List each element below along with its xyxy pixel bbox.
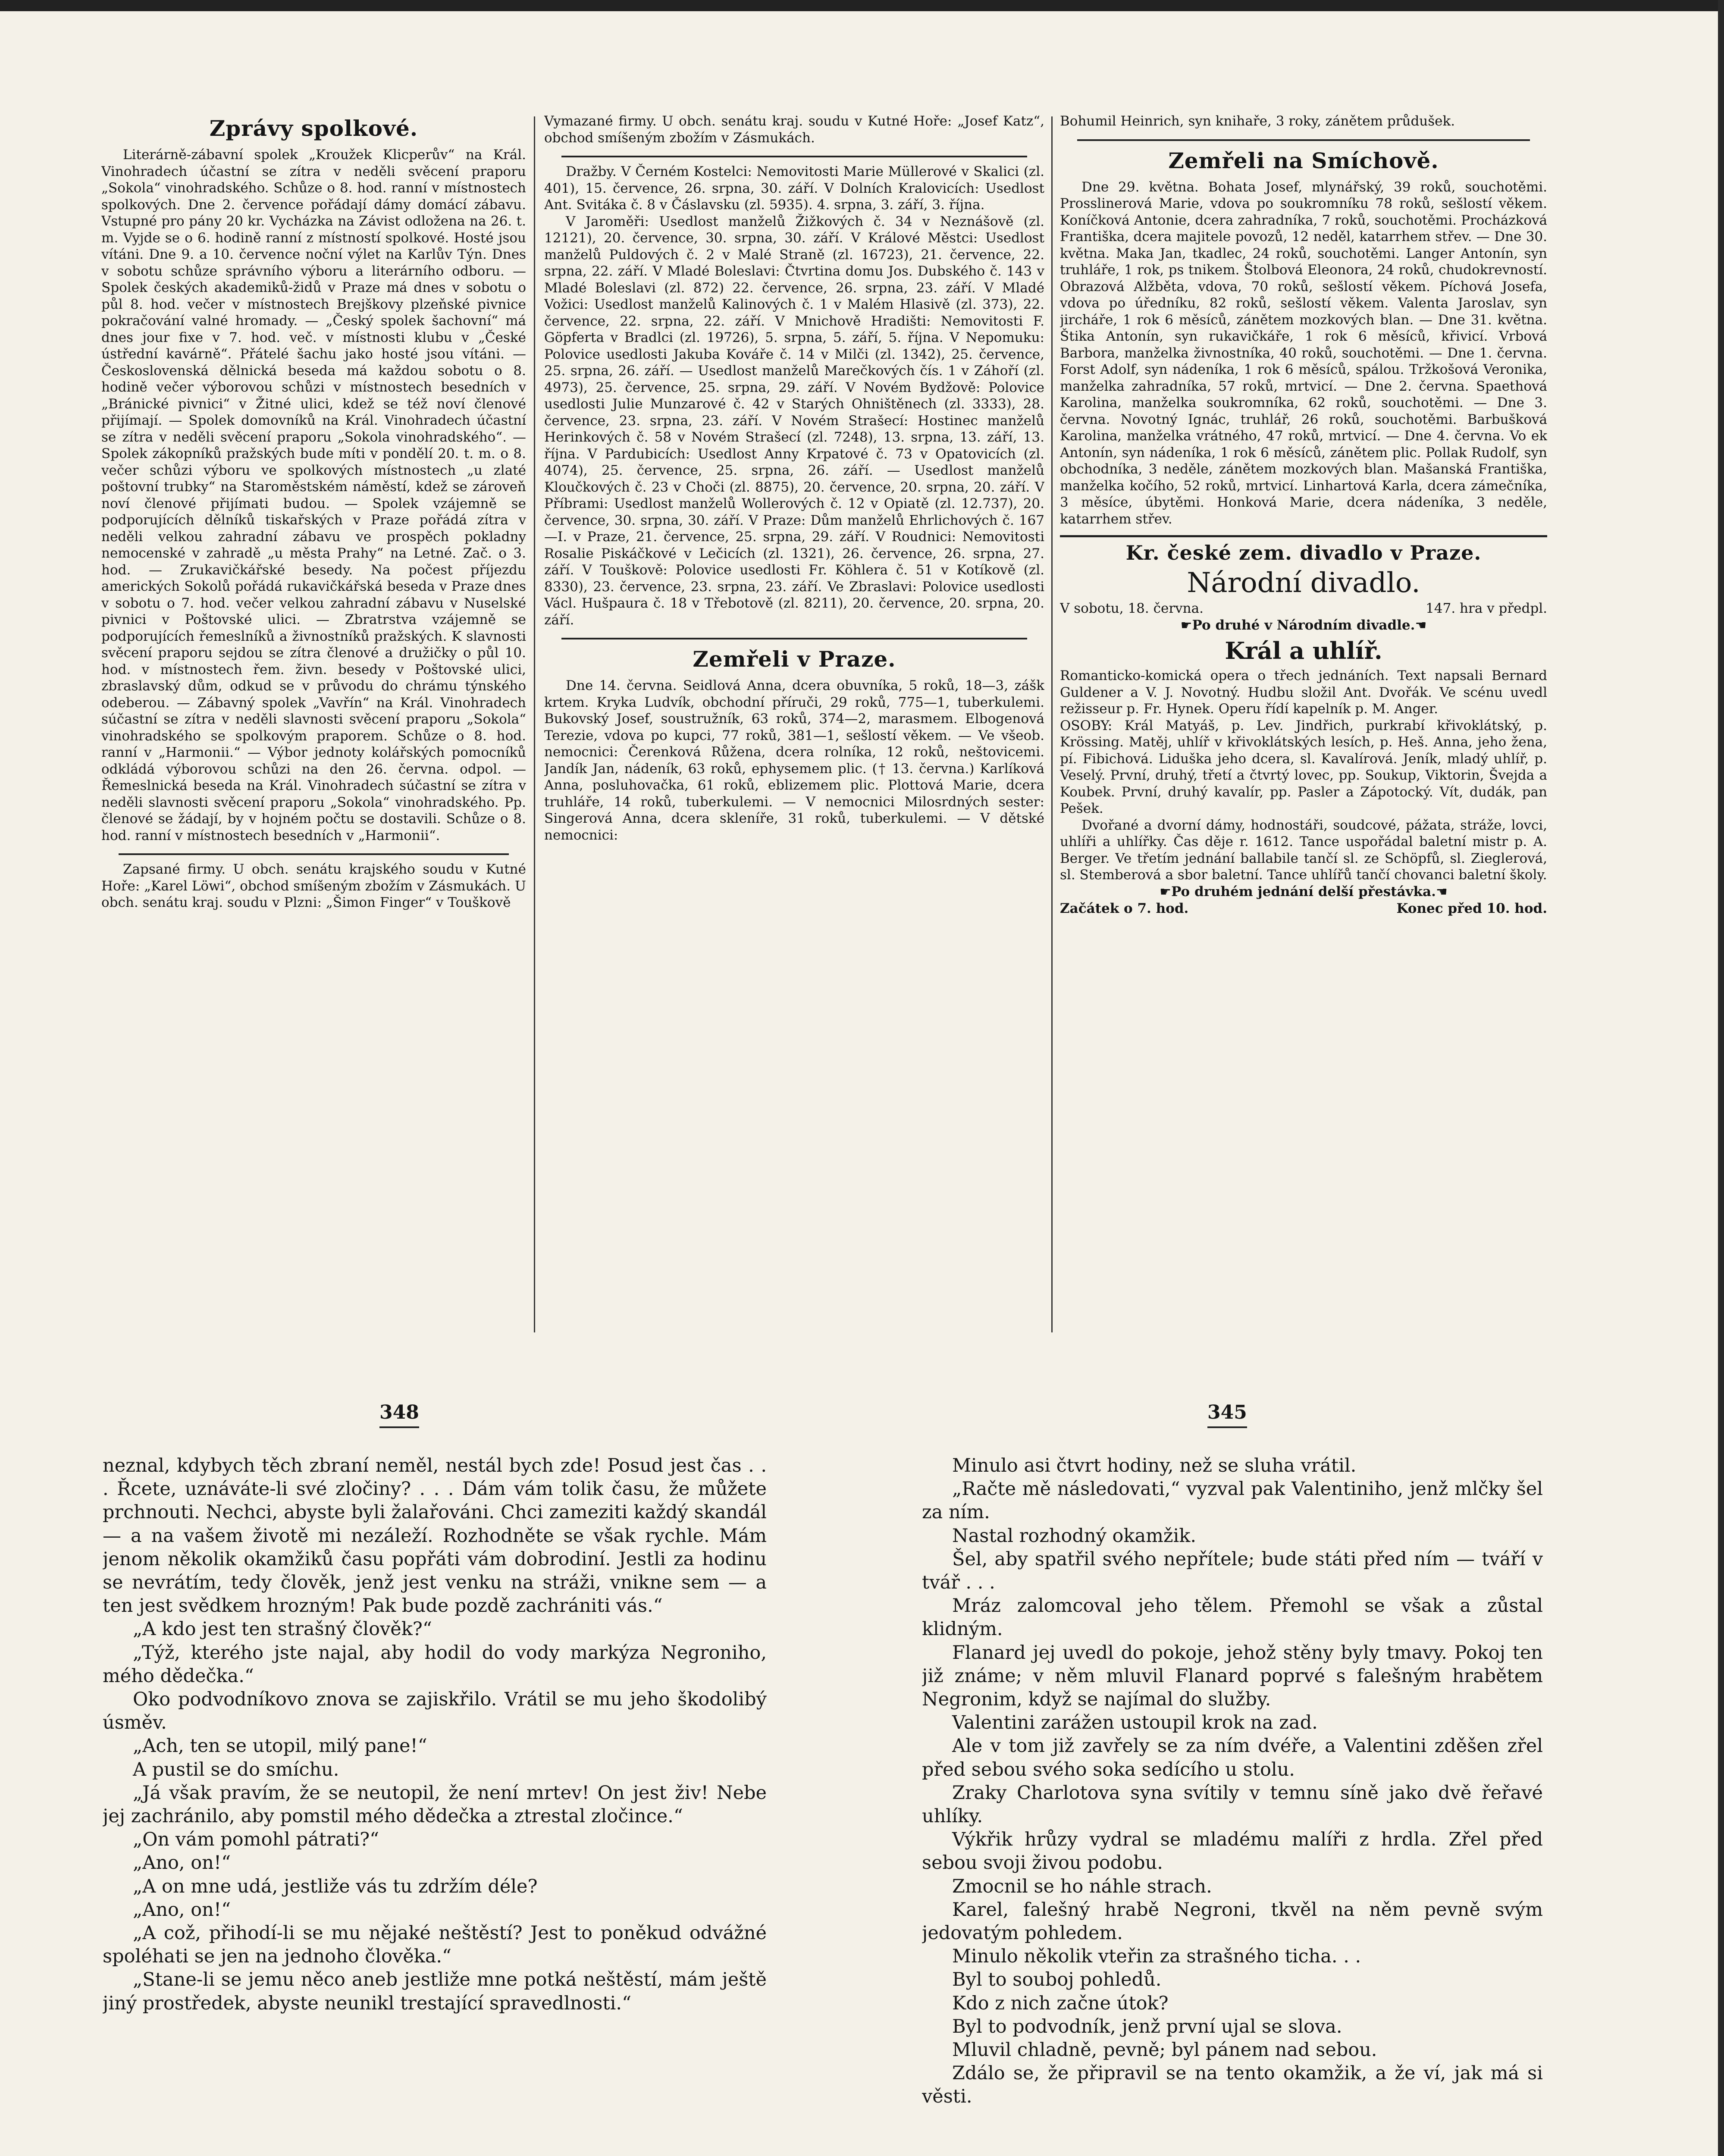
story-paragraph: „Já však pravím, že se neutopil, že není mrtev! On jest živ! Nebe jej zachránilo, aby pomstil mého dědečka a ztrestal zločince.“ [103,1782,767,1827]
divider [561,156,1027,157]
column-drazby [544,113,1044,1346]
story-paragraph: „Týž, kterého jste najal, aby hodil do vody markýza Negroniho, mého dědečka.“ [103,1642,767,1687]
story-paragraph: Byl to podvodník, jenž první ujal se slova. [952,2015,1342,2037]
story-paragraph: „A což, přihodí-li se mu nějaké neštěstí? Jest to poněkud odvážné spoléhati se jen na jednoho člověka.“ [103,1922,767,1968]
column-divider-1 [534,116,535,1332]
story-paragraph: Šel, aby spatřil svého nepřítele; bude státi před ním — tváří v tvář . . . [922,1548,1543,1594]
page-number-underline [379,1426,419,1428]
story-paragraph: neznal, kdybych těch zbraní neměl, nestál bych zde! Posud jest čas . . . Řcete, uznáváte-li své zločiny? . . . Dám vám tolik času, že můžete prchnouti. Nechci, abyste byli žalařováni. Chci zameziti každý skandál — a na vašem životě mi nezáleží. Rozhodněte se však rychle. Mám jenom několik okamžiků času popřáti vám dobrodiní. Jestli za hodinu se nevrátím, tedy člověk, jenž jest venku na stráži, vnikne sem — a ten jest svědkem hrozným! Pak bude pozdě zachrániti vás.“ [103,1455,767,1617]
theatre-header: Kr. české zem. divadlo v Praze. [1125,541,1482,564]
story-paragraph: Flanard jej uvedl do pokoje, jehož stěny byly tmavy. Pokoj ten již známe; v něm mluvil Flanard poprvé s falešným hrabětem Negronim, když se najímal do služby. [922,1642,1543,1711]
story-paragraph: Nastal rozhodný okamžik. [952,1525,1197,1547]
story-paragraph: Minulo asi čtvrt hodiny, než se sluha vrátil. [952,1455,1357,1476]
drazby-intro: Dražby. V Černém Kostelci: Nemovitosti Marie Müllerové v Skalici (zl. 401), 15. července, 26. srpna, 30. září. V Dolních Kralovicích: Usedlost Ant. Svitáka č. 8 v Čáslavsku (zl. 5935). 4. srpna, 3. září, 3. října. [544,164,1044,213]
story-paragraph: „Stane-li se jemu něco aneb jestliže mne potká neštěstí, mám ještě jiný prostředek, abyste neunikl trestající spravedlnosti.“ [103,1969,767,2014]
story-paragraph: „On vám pomohl pátrati?“ [133,1829,379,1851]
start-end-row [1060,900,1547,917]
story-paragraph: Karel, falešný hrabě Negroni, tkvěl na něm pevně svým jedovatým pohledem. [922,1899,1543,1944]
story-paragraph: „Račte mě následovati,“ vyzval pak Valentiniho, jenž mlčky šel za ním. [922,1478,1543,1523]
story-paragraph: Valentini zarážen ustoupil krok na zad. [952,1712,1318,1734]
play-cast-extra: Dvořané a dvorní dámy, hodnostáři, soudcové, pážata, stráže, lovci, uhlíři a uhlířky. Čas děje r. 1612. Tance uspořádal baletní mistr p. A. Berger. Ve třetím jednání ballabile tančí sl. ze Schöpfů, sl. Zieglerová, sl. Stemberová a sbor baletní. Tance uhlířů tančí chovanci baletní školy. [1060,817,1547,883]
second-performance: ☛Po druhé v Národním divadle.☚ [1060,617,1547,634]
theatre-date-row [1060,600,1547,617]
page-number-right: 345 [1207,1401,1247,1423]
start-time: Začátek o 7. hod. [1060,901,1189,916]
story-paragraph: „A on mne udá, jestliže vás tu zdržím déle? [133,1875,538,1897]
end-time: Konec před 10. hod. [1396,901,1547,916]
heading-zpravy-spolkove: Zprávy spolkové. [209,116,418,141]
heading-zemreli-na-smichove: Zemřeli na Smíchově. [1168,147,1439,173]
page-number-underline [1207,1426,1247,1428]
intermission-note: ☛Po druhém jednání delší přestávka.☚ [1060,884,1547,901]
story-paragraph: Kdo z nich začne útok? [952,1992,1169,2014]
play-title: Král a uhlíř. [1225,637,1382,664]
story-paragraph: „Ano, on!“ [133,1899,231,1921]
heinrich-text: Bohumil Heinrich, syn knihaře, 3 roky, zánětem průdušek. [1060,113,1455,129]
story-paragraph: Oko podvodníkovo znova se zajiskřilo. Vrátil se mu jeho škodolibý úsměv. [103,1689,767,1734]
zapsane-firmy: Zapsané firmy. U obch. senátu krajského soudu v Kutné Hoře: „Karel Löwi“, obchod smíšeným zbožím v Zásmukách. U obch. senátu kraj. soudu v Plzni: „Šimon Finger“ v Touškově [101,862,526,910]
story-right-page [922,1454,1543,2156]
divider [1060,535,1547,537]
pointing-hand-icon: ☚ [1436,884,1448,899]
drazby-list: V Jaroměři: Usedlost manželů Žižkových č. 34 v Neznášově (zl. 12121), 20. července, 30. srpna, 30. září. V Králové Městci: Usedlost manželů Puldových č. 2 v Malé Straně (zl. 16723), 21. července, 22. srpna, 22. září. V Mladé Boleslavi: Čtvrtina domu Jos. Dubského č. 143 v Mladé Boleslavi (zl. 872) 22. července, 26. srpna, 23. září. V Mladé Vožici: Usedlost manželů Kalinových č. 1 v Malém Hlasivě (zl. 373), 22. července, 22. srpna, 22. září. V Mnichově Hradišti: Nemovitosti F. Göpferta v Bradlci (zl. 19726), 5. srpna, 5. září, 5. října. V Nepomuku: Polovice usedlosti Jakuba Kováře č. 14 v Milči (zl. 1342), 25. července, 25. srpna, 26. září. — Usedlost manželů Marečkových čís. 1 v Záhoří (zl. 4973), 25. července, 25. srpna, 29. září. V Novém Bydžově: Polovice usedlosti Julie Munzarové č. 42 v Starých Ohništěnech (zl. 3333), 28. července, 23. srpna, 23. září. V Novém Strašecí: Hostinec manželů Herinkových č. 58 v Novém Strašecí (zl. 7248), 13. srpna, 13. září, 13. října. V Pardubicích: Usedlost Anny Krpatové č. 73 v Opatovicích (zl. 4074), 25. července, 25. srpna, 26. září. — Usedlost manželů Kloučkových č. 23 v Choči (zl. 8875), 20. července, 20. srpna, 20. září. V Příbrami: Usedlost manželů Wollerových č. 12 v Opiatě (zl. 12.737), 20. července, 30. srpna, 30. září. V Praze: Dům manželů Ehrlichových č. 167—I. v Praze, 21. července, 25. srpna, 29. září. V Roudnici: Nemovitosti Rosalie Piskáčkové v Lečicích (zl. 1321), 26. července, 26. srpna, 27. září. V Touškově: Polovice usedlosti Fr. Köhlera č. 51 v Kotíkově (zl. 8330), 23. července, 23. srpna, 23. září. Ve Zbraslavi: Polovice usedlosti Václ. Hušpaura č. 18 v Třebotově (zl. 8211), 20. července, 20. srpna, 20. září. [544,213,1044,628]
divider [1077,139,1530,141]
story-paragraph: Minulo několik vteřin za strašného ticha. . . [952,1946,1361,1968]
column-divider-2 [1051,116,1053,1332]
story-paragraph: A pustil se do smíchu. [133,1758,339,1780]
story-paragraph: „A kdo jest ten strašný člověk?“ [133,1618,432,1640]
scan-edge-top [0,0,1724,11]
story-paragraph: Ale v tom již zavřely se za ním dvéře, a Valentini zděšen zřel před sebou svého soka sedícího u stolu. [922,1735,1543,1780]
divider [119,853,509,855]
play-cast: OSOBY: Král Matyáš, p. Lev. Jindřich, purkrabí křivoklátský, p. Krössing. Matěj, uhlíř v křivoklátských lesích, p. Heš. Anna, jeho žena, pí. Fibichová. Liduška jeho dcera, sl. Kavalírová. Jeník, mladý uhlíř, p. Veselý. První, druhý, třetí a čtvrtý lovec, pp. Soukup, Viktorin, Švejda a Koubek. První, druhý kavalír, pp. Pasler a Zápotocký. Vít, dudák, pan Pešek. [1060,718,1547,816]
story-paragraph: Zraky Charlotova syna svítily v temnu síně jako dvě řeřavé uhlíky. [922,1782,1543,1827]
story-paragraph: „Ano, on!“ [133,1852,231,1874]
story-left-page [103,1454,767,2156]
theatre-subscription: 147. hra v předpl. [1426,601,1547,616]
vymazane-firmy: Vymazané firmy. U obch. senátu kraj. soudu v Kutné Hoře: „Josef Katz“, obchod smíšeným zbožím v Zásmukách. [544,113,1044,146]
theatre-date: V sobotu, 18. června. [1060,601,1204,616]
story-paragraph: Mráz zalomcoval jeho tělem. Přemohl se však a zůstal klidným. [922,1595,1543,1640]
column-spolkove [101,111,526,1344]
story-paragraph: Mluvil chladně, pevně; byl pánem nad sebou. [952,2039,1377,2061]
zemreli-praha-text: Dne 14. června. Seidlová Anna, dcera obuvníka, 5 roků, 18—3, zášk krtem. Kryka Ludvík, obchodní příruči, 29 roků, 775—1, tuberkulemi. Bukovský Josef, soustružník, 63 roků, 374—2, marasmem. Elbogenová Terezie, vdova po kupci, 77 roků, 381—1, sešlostí věkem. — Ve všeob. nemocnici: Čerenková Růžena, dcera rolníka, 12 roků, neštovicemi. Jandík Jan, nádeník, 63 roků, ephysemem plic. († 13. června.) Karlíková Anna, posluhovačka, 61 roků, eblizemem plic. Plottová Marie, dcera truhláře, 14 roků, tuberkulemi. — V nemocnici Milosrdných sester: Singerová Anna, dcera skleníře, 31 roků, tuberkulemi. — V dětské nemocnici: [544,678,1044,843]
smichov-text: Dne 29. května. Bohata Josef, mlynářský, 39 roků, souchotěmi. Prosslinerová Marie, vdova po soukromníku 78 roků, sešlostí věkem. Koníčková Antonie, dcera zahradníka, 7 roků, souchotěmi. Procházková Františka, dcera majitele povozů, 12 neděl, katarrhem střev. — Dne 30. května. Maka Jan, tkadlec, 24 roků, souchotěmi. Langer Antonín, syn truhláře, 1 rok, ps tnikem. Štolbová Eleonora, 24 roků, chudokrevností. Obrazová Alžběta, vdova, 70 roků, sešlostí věkem. Píchová Josefa, vdova po úředníku, 82 roků, sešlostí věkem. Valenta Jaroslav, syn jircháře, 1 rok 6 měsíců, zánětem mozkových blan. — Dne 31. května. Štika Antonín, syn rukavičkáře, 1 rok 6 měsíců, křivicí. Vrbová Barbora, manželka živnostníka, 40 roků, souchotěmi. — Dne 1. června. Forst Adolf, syn nádeníka, 1 rok 6 měsíců, spálou. Tržkošová Veronika, manželka zahradníka, 57 roků, mrtvicí. — Dne 2. června. Spaethová Karolina, manželka soukromníka, 62 roků, souchotěmi. — Dne 3. června. Novotný Ignác, truhlář, 26 roků, souchotěmi. Barbušková Karolina, manželka vrátného, 47 roků, mrtvicí. — Dne 4. června. Vo ek Antonín, syn nádeníka, 1 rok 6 měsíců, zánětem plic. Pollak Rudolf, syn obchodníka, 3 neděle, zánětem mozkových blan. Mašanská Františka, manželka kočího, 52 roků, mrtvicí. Linhartová Karla, dcera zámečníka, 3 měsíce, úbytěmi. Honková Marie, dcera nádeníka, 3 neděle, katarrhem střev. [1060,179,1547,527]
story-paragraph: Byl to souboj pohledů. [952,1969,1162,1991]
story-paragraph: Zdálo se, že připravil se na tento okamžik, a že ví, jak má si věsti. [922,2062,1543,2108]
divider [561,638,1027,639]
story-paragraph: Zmocnil se ho náhle strach. [952,1875,1212,1897]
column-smichov-divadlo [1060,113,1547,1346]
pointing-hand-icon: ☛ [1160,884,1172,899]
spolkove-text: Literárně-zábavní spolek „Kroužek Klicperův“ na Král. Vinohradech účastní se zítra v neděli svěcení praporu „Sokola“ vinohradského. Schůze o 8. hod. ranní v místnostech spolkových. Dne 2. července pořádají dámy domácí zábavu. Vstupné pro pány 20 kr. Vycházka na Závist odložena na 26. t. m. Vyjde se o 6. hodině ranní z místností spolkové. Hosté jsou vítáni. Dne 9. a 10. července noční výlet na Karlův Týn. Dnes v sobotu schůze správního výboru a literárního odboru. — Spolek českých akademiků-židů v Praze má dnes v sobotu o půl 8. hod. večer v místnostech Brejškovy plzeňské pivnice pokračování valné hromady. — „Český spolek šachovní“ má dnes jour fixe v 7. hod. več. v místnosti klubu v „České ústřední kavárně“. Přátelé šachu jako hosté jsou vítáni. — Československá dělnická beseda má každou sobotu o 8. hodině večer výborovou schůzi v místnostech besedních v „Bránické pivnici“ v Žitné ulici, kdež se též noví členové přijímají. — Spolek domovníků na Král. Vinohradech účastní se zítra v neděli svěcení praporu „Sokola vinohradského“. — Spolek zákopníků pražských bude míti v pondělí 20. t. m. o 8. večer schůzi výboru ve spolkových místnostech „u zlaté poštovní trubky“ na Staroměstském náměstí, kdež se zároveň noví členové přijímati budou. — Spolek vzájemně se podporujících dělníků tiskařských v Praze pořádá zítra v neděli velkou zahradní zábavu ve prospěch pokladny nemocenské v zahradě „u města Prahy“ na Letné. Zač. o 3. hod. — Zrukavičkářské besedy. Na počest příjezdu amerických Sokolů pořádá rukavičkářská beseda v Praze dnes v sobotu o 7. hod. večer velkou zahradní zábavu v Nuselské pivnici v Poštovské ulici. — Zbratrstva vzájemně se podporujících řemeslníků a živnostníků pražských. K slavnosti svěcení praporu sejdou se zítra členové a družičky o půl 10. hod. v místnostech řem. živn. besedy v Poštovské ulici, zbraslavský dům, odkud se v průvodu do chrámu týnského odeberou. — Zábavný spolek „Vavřín“ na Král. Vinohradech súčastní se zítra v neděli slavnosti svěcení praporu „Sokola“ vinohradského se spolkovým praporem. Schůze o 8. hod. ranní v „Harmonii.“ — Výbor jednoty kolářských pomocníků odkládá výborovou schůzi na den 26. června. odpol. — Řemeslnická beseda na Král. Vinohradech súčastní se zítra v neděli slavnosti svěcení praporu „Sokola“ vinohradského. Pp. členové se žádají, by v hojném počtu se dostavili. Schůze o 8. hod. ranní v místnostech besedních v „Harmonii“. [101,147,526,843]
page-number-left: 348 [379,1401,419,1423]
pointing-hand-icon: ☚ [1415,617,1427,633]
theatre-name: Národní divadlo. [1187,567,1420,599]
scan-edge-right [1718,0,1724,2156]
story-paragraph: Výkřik hrůzy vydral se mladému malíři z hrdla. Zřel před sebou svoji živou podobu. [922,1829,1543,1874]
pointing-hand-icon: ☛ [1180,617,1192,633]
play-description: Romanticko-komická opera o třech jednáních. Text napsali Bernard Guldener a V. J. Novotný. Hudbu složil Ant. Dvořák. Ve scénu uvedl režisseur p. Fr. Hynek. Operu řídí kapelník p. M. Anger. [1060,668,1547,717]
story-paragraph: „Ach, ten se utopil, milý pane!“ [133,1735,427,1757]
heading-zemreli-v-praze: Zemřeli v Praze. [693,646,896,672]
